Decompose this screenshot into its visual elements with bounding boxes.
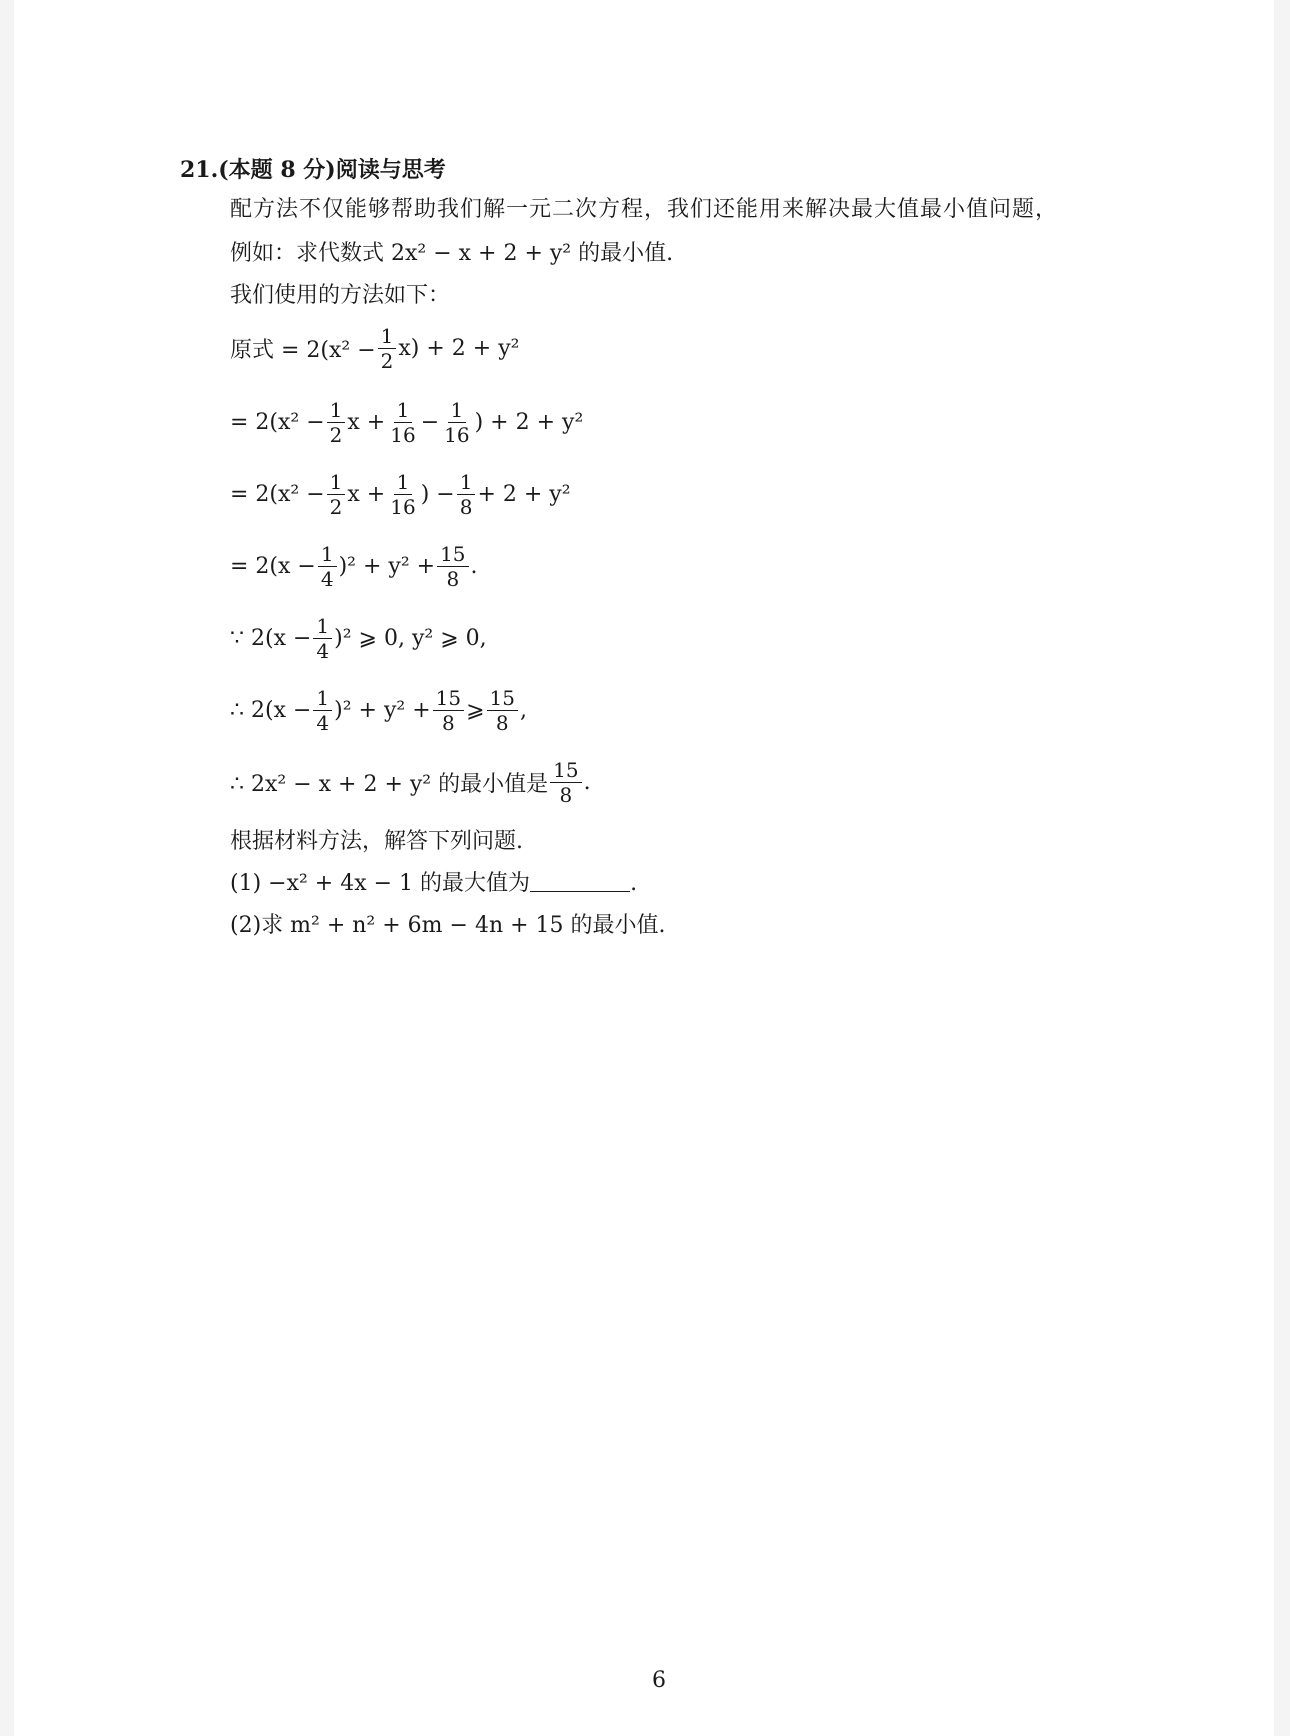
intro-line-3: 我们使用的方法如下： (230, 283, 451, 308)
question-title: 21.(本题 8 分)阅读与思考 (180, 157, 446, 183)
page-number: 6 (652, 1668, 666, 1693)
step-3: = 2(x² − $\frac{1}{2}$ x + $\frac{1}{16}$ ) − $\frac{1}{8}$ + 2 + y² (230, 469, 571, 519)
step-conclusion: ∴ 2x² − x + 2 + y² 的最小值是 $\frac{15}{8}$ . (230, 757, 591, 807)
intro-line-1: 配方法不仅能够帮助我们解一元二次方程，我们还能用来解决最大值最小值问题， (230, 197, 1059, 222)
part-1: (1) −x² + 4x − 1 的最大值为 . (230, 871, 638, 896)
step-therefore: ∴ 2(x − $\frac{1}{4}$ )² + y² + $\frac{15}{8}$ ⩾ $\frac{15}{8}$ , (230, 685, 527, 735)
step-1: 原式 = 2(x² − $\frac{1}{2}$ x) + 2 + y² (230, 323, 520, 373)
step-because: ∵ 2(x − $\frac{1}{4}$ )² ⩾ 0, y² ⩾ 0, (230, 613, 487, 663)
instruction-line: 根据材料方法，解答下列问题. (230, 829, 523, 854)
step-2: = 2(x² − $\frac{1}{2}$ x + $\frac{1}{16}$ − $\frac{1}{16}$ ) + 2 + y² (230, 397, 584, 447)
intro-line-2: 例如：求代数式 2x² − x + 2 + y² 的最小值. (230, 241, 674, 266)
exam-page (14, 0, 1274, 1736)
part-2: (2)求 m² + n² + 6m − 4n + 15 的最小值. (230, 913, 666, 938)
step-4: = 2(x − $\frac{1}{4}$ )² + y² + $\frac{15}{8}$ . (230, 541, 478, 591)
